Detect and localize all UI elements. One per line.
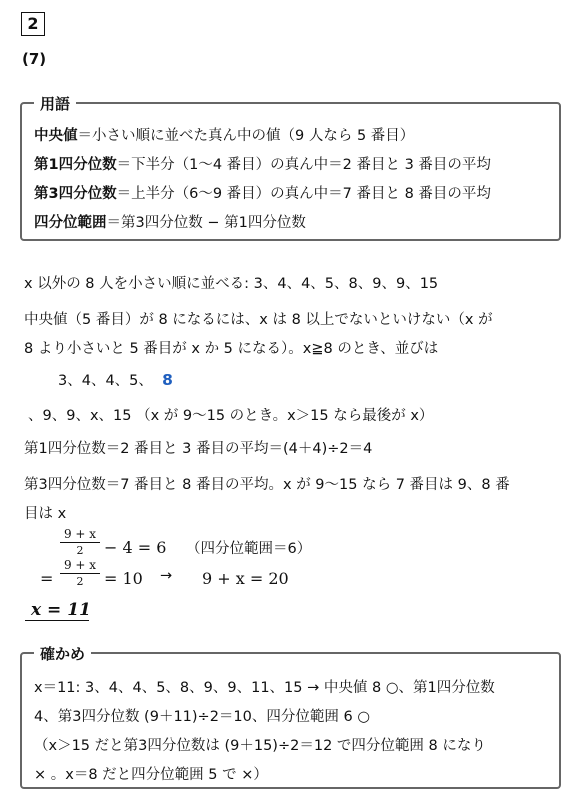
q1-line: 第1四分位数＝2 番目と 3 番目の平均＝(4＋4)÷2＝4 [24,441,373,457]
equation-1-note: （四分位範囲＝6） [186,541,312,557]
q3-line-b: 目は x [24,506,67,522]
sequence-start: 3、4、4、5、 [58,373,153,389]
sequence-line [58,369,173,390]
check-line-4: × 。x＝8 だと四分位範囲 5 で ×） [34,767,268,783]
term-definition: ＝第3四分位数 − 第1四分位数 [106,215,306,231]
term-definition: ＝下半分（1〜4 番目）の真ん中＝2 番目と 3 番目の平均 [116,157,491,173]
term-name: 第1四分位数 [34,157,117,173]
term-definition: ＝上半分（6〜9 番目）の真ん中＝7 番目と 8 番目の平均 [116,186,491,202]
sub-question-label: (7) [22,50,47,68]
sequence-rest: 、9、9、x、15 （x が 9〜15 のとき。x＞15 なら最後が x） [28,408,434,424]
equation-1: − 4 = 6 [104,538,167,557]
fraction-1 [60,527,100,557]
body-line-2: 中央値（5 番目）が 8 になるには、x は 8 以上でないといけない（x が [24,312,493,328]
term-row [34,124,414,145]
q3-line-a: 第3四分位数＝7 番目と 8 番目の平均。x が 9〜15 なら 7 番目は 9、8 番 [24,477,510,493]
terms-title: 用語 [34,93,76,114]
term-row [34,211,306,232]
equation-2-prefix: = [40,569,54,588]
term-name: 中央値 [34,128,78,144]
check-box [20,645,561,789]
check-line-3: （x＞15 だと第3四分位数は (9＋15)÷2＝12 で四分位範囲 8 になり [34,738,486,754]
fraction-denominator: 2 [76,544,84,557]
fraction-denominator: 2 [76,575,84,588]
term-row [34,153,491,174]
term-definition: ＝小さい順に並べた真ん中の値（9 人なら 5 番目） [77,128,415,144]
term-name: 四分位範囲 [34,215,107,231]
fraction-2 [60,558,100,588]
check-title: 確かめ [34,643,91,664]
answer: x = 11 [25,600,89,621]
term-name: 第3四分位数 [34,186,117,202]
arrow-icon: → [160,568,173,584]
body-line-3: 8 より小さいと 5 番目が x か 5 になる）。x≧8 のとき、並びは [24,341,439,357]
body-line-1: x 以外の 8 人を小さい順に並べる: 3、4、4、5、8、9、9、15 [24,276,439,292]
terms-box [20,95,561,241]
question-number: 2 [21,12,45,36]
term-row [34,182,491,203]
sequence-highlight: 8 [162,371,173,389]
equation-2: = 10 [104,569,143,588]
fraction-numerator: 9 + x [63,558,97,572]
fraction-numerator: 9 + x [63,527,97,541]
check-line-1: x＝11: 3、4、4、5、8、9、9、11、15 → 中央値 8 ○、第1四分位数 [34,680,495,696]
check-line-2: 4、第3四分位数 (9＋11)÷2＝10、四分位範囲 6 ○ [34,709,370,725]
equation-2-result: 9 + x = 20 [202,569,289,588]
